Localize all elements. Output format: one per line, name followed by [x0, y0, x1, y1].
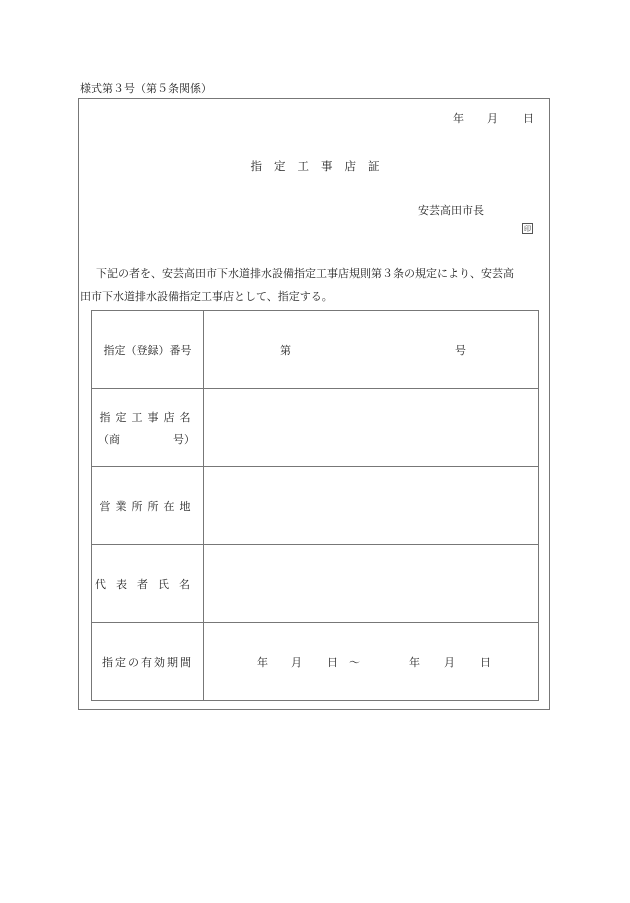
- value-office-address[interactable]: [204, 467, 539, 545]
- issue-date-day: 日: [523, 112, 534, 125]
- form-number-label: 様式第３号（第５条関係）: [80, 82, 212, 95]
- label-registration-number: 指定（登録）番号: [92, 311, 204, 389]
- issue-date-year: 年: [453, 112, 464, 125]
- label-office-address: 営業所所在地: [92, 467, 204, 545]
- table-row: [92, 623, 539, 701]
- label-validity-period: 指定の有効期間: [92, 623, 204, 701]
- table-row: [92, 467, 539, 545]
- body-text-line2: 田市下水道排水設備指定工事店として、指定する。: [80, 290, 333, 303]
- value-representative-name[interactable]: [204, 545, 539, 623]
- registration-table: [91, 310, 539, 701]
- seal-icon: 印: [524, 225, 531, 233]
- table-row: [92, 545, 539, 623]
- table-row: [92, 389, 539, 467]
- table-row: [92, 311, 539, 389]
- value-contractor-name[interactable]: [204, 389, 539, 467]
- value-registration-number: 第 号: [204, 311, 539, 389]
- body-text-line1: 下記の者を、安芸高田市下水道排水設備指定工事店規則第３条の規定により、安芸高: [96, 267, 514, 280]
- issuer-name: 安芸高田市長: [418, 204, 484, 217]
- certificate-title: 指 定 工 事 店 証: [250, 159, 380, 173]
- value-validity-period: 年 月 日 ～ 年 月 日: [204, 623, 539, 701]
- label-representative-name: 代表者氏名: [92, 545, 204, 623]
- label-contractor-name: 指定工事店名 （商 号）: [92, 389, 204, 467]
- issue-date-month: 月: [487, 112, 498, 125]
